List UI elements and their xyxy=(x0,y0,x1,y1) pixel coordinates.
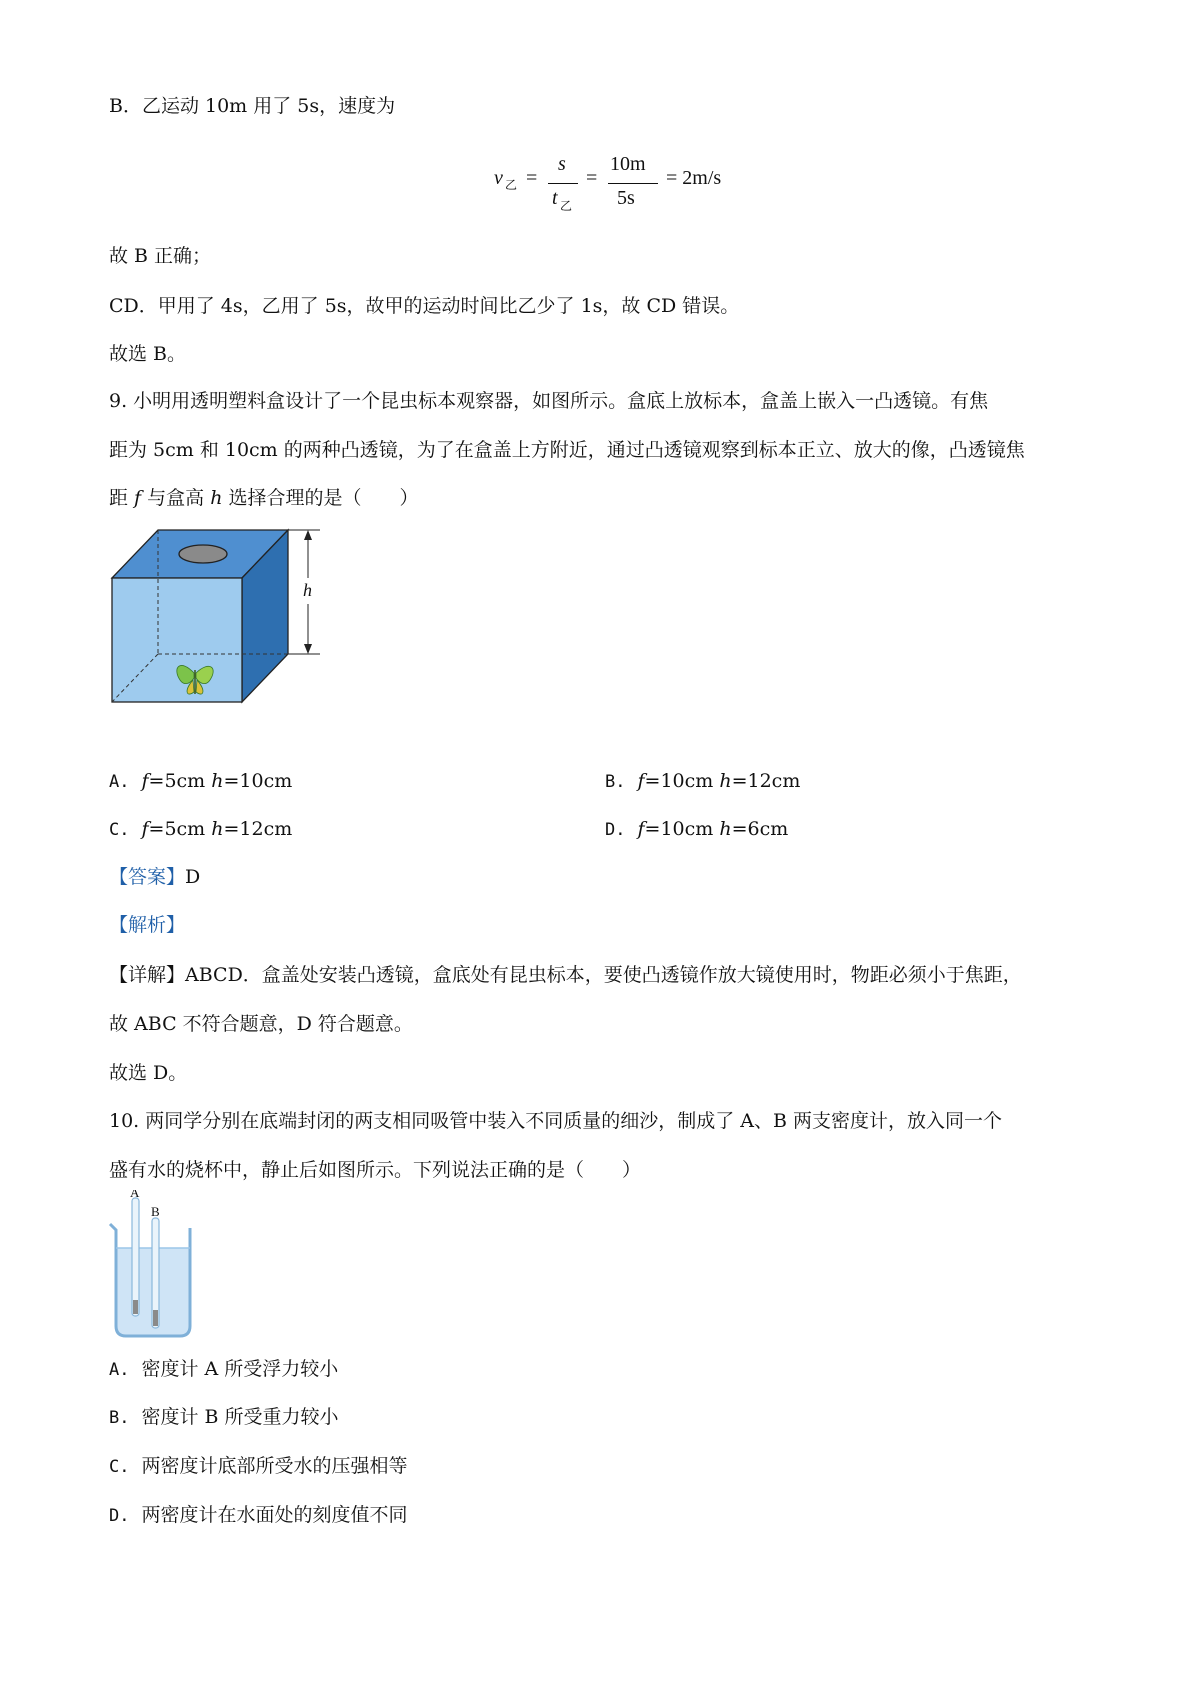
formula-s: s xyxy=(558,153,566,175)
q10-option-d[interactable]: D. 两密度计在水面处的刻度值不同 xyxy=(109,1504,408,1526)
fraction-s-over-t xyxy=(548,153,578,217)
q9-line-1: 9. 小明用透明塑料盒设计了一个昆虫标本观察器，如图所示。盒底上放标本，盒盖上嵌入一凸透镜。有焦 xyxy=(109,390,989,412)
formula-t: t xyxy=(552,187,558,209)
h-label: h xyxy=(303,580,312,600)
formula-result: = 2m/s xyxy=(666,167,722,189)
answer-line xyxy=(109,862,1099,892)
answer-value: D xyxy=(185,866,201,888)
analysis-tag: 【解析】 xyxy=(109,914,186,936)
q9-option-d[interactable]: D. f=10cm h=6cm xyxy=(605,818,789,840)
formula-v-sub: 乙 xyxy=(505,178,518,192)
q9-option-b[interactable]: B. f=10cm h=12cm xyxy=(605,770,801,792)
line-b-correct: 故 B 正确； xyxy=(109,245,212,267)
formula-eq1: = xyxy=(526,167,538,189)
formula-t-sub: 乙 xyxy=(560,199,573,213)
line-cd: CD．甲用了 4s，乙用了 5s，故甲的运动时间比乙少了 1s，故 CD 错误。 xyxy=(109,295,740,317)
beaker-figure xyxy=(108,1190,198,1340)
formula-v: v xyxy=(494,167,503,189)
label-a: A xyxy=(130,1190,140,1200)
insect-box-figure xyxy=(110,528,330,708)
q10-option-a[interactable]: A. 密度计 A 所受浮力较小 xyxy=(109,1358,339,1380)
q10-line-1: 10. 两同学分别在底端封闭的两支相同吸管中装入不同质量的细沙，制成了 A、B 两支密度计，放入同一个 xyxy=(109,1110,1003,1132)
hydrometer-a xyxy=(132,1198,139,1316)
q9-line-2: 距为 5cm 和 10cm 的两种凸透镜，为了在盒盖上方附近，通过凸透镜观察到标本正立、放大的像，凸透镜焦 xyxy=(109,439,1025,461)
formula-eq2: = xyxy=(586,167,598,189)
line-choose-b: 故选 B。 xyxy=(109,343,187,365)
q10-option-c[interactable]: C. 两密度计底部所受水的压强相等 xyxy=(109,1455,408,1477)
answer-tag: 【答案】 xyxy=(109,866,186,888)
q9-option-c[interactable]: C. f=5cm h=12cm xyxy=(109,818,293,840)
fraction-10m-over-5s xyxy=(608,153,658,217)
q9-option-a[interactable]: A. f=5cm h=10cm xyxy=(109,770,293,792)
detail-line-1: 【详解】ABCD．盒盖处安装凸透镜，盒底处有昆虫标本，要使凸透镜作放大镜使用时，物距必须小于焦距， xyxy=(109,964,1022,986)
lens-ellipse xyxy=(179,545,227,563)
velocity-formula xyxy=(494,153,734,223)
formula-num: 10m xyxy=(610,153,646,175)
q9-line-3: 距 f 与盒高 h 选择合理的是（ ） xyxy=(109,487,419,509)
line-b-intro: B．乙运动 10m 用了 5s，速度为 xyxy=(109,95,396,117)
q10-line-2: 盛有水的烧杯中，静止后如图所示。下列说法正确的是（ ） xyxy=(109,1159,642,1181)
formula-den: 5s xyxy=(617,187,635,209)
detail-line-2: 故 ABC 不符合题意，D 符合题意。 xyxy=(109,1013,413,1035)
label-b: B xyxy=(151,1204,160,1219)
line-choose-d: 故选 D。 xyxy=(109,1062,188,1084)
q10-option-b[interactable]: B. 密度计 B 所受重力较小 xyxy=(109,1406,339,1428)
